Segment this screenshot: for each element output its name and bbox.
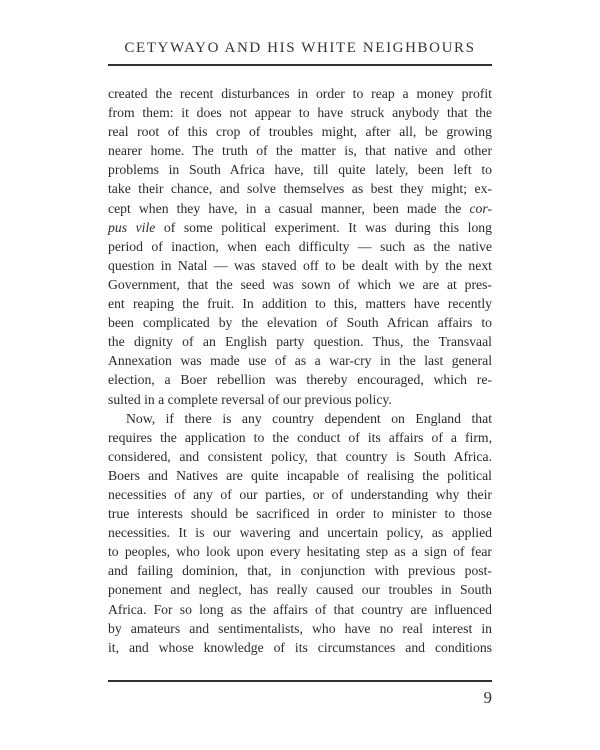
text-line: period of inaction, when each difficulty — such as the native [108,238,492,254]
text-line: the dignity of an English party question. Thus, the Transvaal [108,334,492,350]
text-line: ent reaping the fruit. In addition to this, matters have recently [108,296,492,312]
text-line: by amateurs and sentimentalists, who have no real interest in [108,620,492,636]
text-line: been complicated by the elevation of South African affairs to [108,315,492,331]
running-head: CETYWAYO AND HIS WHITE NEIGHBOURS [124,40,476,56]
text-line: sulted in a complete reversal of our previous policy. [108,391,392,407]
body-text [108,84,492,657]
text-line: Now, if there is any country dependent on England that [126,410,492,426]
text-line: problems in South Africa have, till quite lately, been left to [108,162,492,178]
text-line: take their chance, and solve themselves as best they might; ex- [108,181,492,197]
text-line: from them: it does not appear to have struck anybody that the [108,105,492,121]
text-line: requires the application to the conduct of its affairs of a firm, [108,429,492,445]
text-line: question in Natal — was staved off to be dealt with by the next [108,257,492,273]
page-number: 9 [483,688,492,707]
footer-rule [108,680,492,682]
text-line: Annexation was made use of as a war-cry in the last general [108,353,492,369]
text-line: to peoples, who look upon every hesitating step as a sign of fear [108,544,492,560]
text-line: considered, and consistent policy, that country is South Africa. [108,448,492,464]
text-line: Government, that the seed was sown of which we are at pres- [108,276,492,292]
text-line: and failing dominion, that, in conjunction with previous post- [108,563,492,579]
text-line: cept when they have, in a casual manner, been made the cor- [108,200,492,216]
header-rule [108,64,492,66]
text-line: necessities of any of our parties, or of understanding why their [108,486,492,502]
text-line: nearer home. The truth of the matter is, that native and other [108,143,492,159]
text-line: real root of this crop of troubles might, after all, be growing [108,124,492,140]
text-line: created the recent disturbances in order to reap a money profit [108,86,492,101]
text-line: pus vile of some political experiment. It was during this long [108,219,492,235]
text-line: Africa. For so long as the affairs of that country are influenced [108,601,492,617]
text-line: ponement and neglect, has really caused our troubles in South [108,582,492,598]
text-line: true interests should be sacrificed in order to minister to those [108,506,492,522]
text-line: necessities. It is our wavering and uncertain policy, as applied [108,525,492,541]
text-line: election, a Boer rebellion was thereby encouraged, which re- [108,372,492,388]
text-line: Boers and Natives are quite incapable of realising the political [108,467,492,483]
text-line: it, and whose knowledge of its circumstances and conditions [108,639,492,655]
